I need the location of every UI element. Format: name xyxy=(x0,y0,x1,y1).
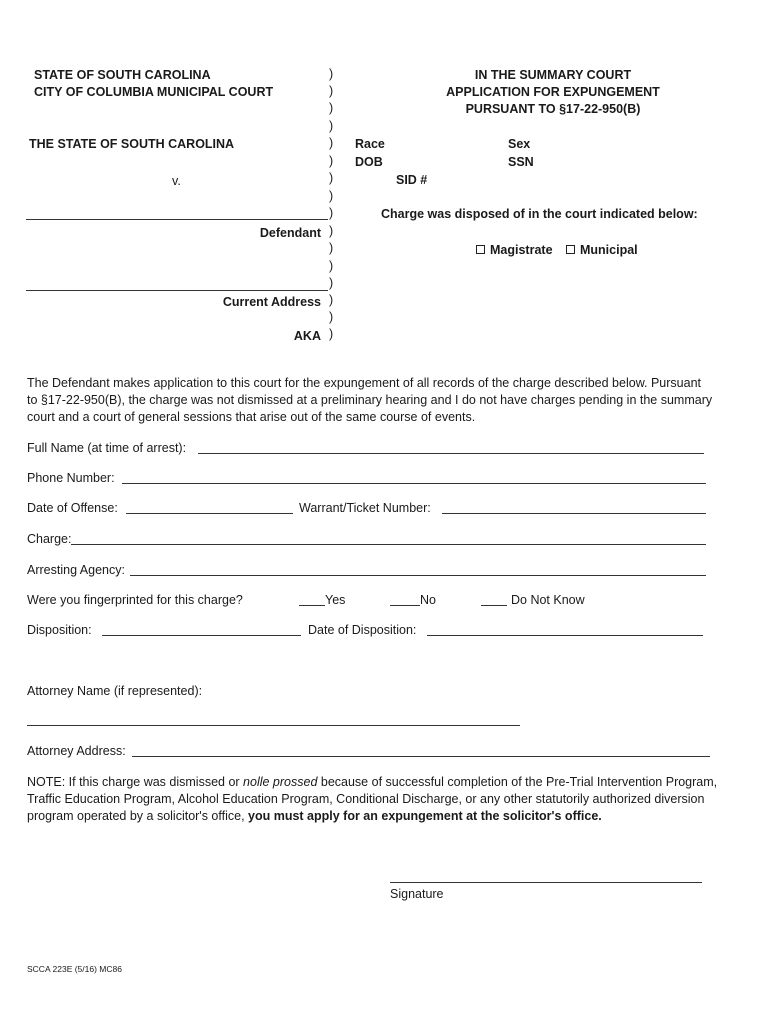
full-name-field[interactable] xyxy=(198,453,704,454)
signature-label: Signature xyxy=(390,887,444,901)
caption-party: THE STATE OF SOUTH CAROLINA xyxy=(29,137,235,151)
current-address-label: Current Address xyxy=(222,295,321,309)
paren-7: ) xyxy=(329,171,334,185)
date-of-offense-label: Date of Offense: xyxy=(27,501,118,515)
municipal-checkbox[interactable] xyxy=(566,245,575,254)
title-line-2: APPLICATION FOR EXPUNGEMENT xyxy=(446,85,660,99)
phone-field[interactable] xyxy=(122,483,706,484)
paren-12: ) xyxy=(329,259,334,273)
note-line-3 xyxy=(27,808,602,825)
paren-14: ) xyxy=(329,293,334,307)
title-line-1: IN THE SUMMARY COURT xyxy=(474,68,632,82)
paren-16: ) xyxy=(329,327,334,341)
magistrate-label: Magistrate xyxy=(490,243,553,257)
note-line-1-post: because of successful completion of the Pre-Trial Intervention Program, xyxy=(317,775,718,789)
paren-1: ) xyxy=(329,67,334,81)
intro-line-3: court and a court of general sessions that arise out of the same course of events. xyxy=(27,410,476,424)
current-address-line[interactable] xyxy=(26,290,328,291)
note-line-1-italic: nolle prossed xyxy=(243,775,318,789)
race-label: Race xyxy=(355,137,385,151)
fp-unknown-label: Do Not Know xyxy=(511,593,585,607)
paren-10: ) xyxy=(329,224,334,238)
disposition-court-prompt: Charge was disposed of in the court indicated below: xyxy=(381,207,698,221)
arresting-agency-label: Arresting Agency: xyxy=(27,563,125,577)
fp-no-label: No xyxy=(420,593,436,607)
intro-line-2: to §17-22-950(B), the charge was not dismissed at a preliminary hearing and I do not have charges pending in the summary xyxy=(27,393,713,407)
fp-no-blank[interactable] xyxy=(390,593,420,606)
title-line-3: PURSUANT TO §17-22-950(B) xyxy=(465,102,641,116)
defendant-label: Defendant xyxy=(259,226,321,240)
fp-unknown-blank[interactable] xyxy=(481,593,507,606)
defendant-name-line[interactable] xyxy=(26,219,328,220)
charge-field[interactable] xyxy=(71,544,706,545)
fingerprinted-label: Were you fingerprinted for this charge? xyxy=(27,593,243,607)
note-line-2: Traffic Education Program, Alcohol Education Program, Conditional Discharge, or any other statutorily authorized diversion xyxy=(27,792,705,806)
magistrate-option[interactable] xyxy=(476,243,553,258)
fp-yes-option[interactable] xyxy=(299,592,345,609)
municipal-label: Municipal xyxy=(580,243,638,257)
aka-label: AKA xyxy=(293,329,321,343)
note-line-3-pre: program operated by a solicitor's office, xyxy=(27,809,249,823)
form-id: SCCA 223E (5/16) MC86 xyxy=(27,964,122,974)
sex-label: Sex xyxy=(508,137,531,151)
note-line-1-pre: NOTE: If this charge was dismissed or xyxy=(27,775,244,789)
caption-versus: v. xyxy=(172,174,181,188)
paren-9: ) xyxy=(329,206,334,220)
note-line-3-bold: you must apply for an expungement at the solicitor's office. xyxy=(248,809,602,823)
caption-court: CITY OF COLUMBIA MUNICIPAL COURT xyxy=(34,85,274,99)
fp-yes-label: Yes xyxy=(325,593,346,607)
paren-3: ) xyxy=(329,101,334,115)
caption-state: STATE OF SOUTH CAROLINA xyxy=(34,68,211,82)
paren-13: ) xyxy=(329,276,334,290)
fp-unknown-option[interactable] xyxy=(481,592,585,609)
paren-8: ) xyxy=(329,189,334,203)
sid-label: SID # xyxy=(396,173,428,187)
warrant-label: Warrant/Ticket Number: xyxy=(299,501,431,515)
attorney-name-label: Attorney Name (if represented): xyxy=(27,684,203,698)
date-of-disposition-field[interactable] xyxy=(427,635,703,636)
date-of-disposition-label: Date of Disposition: xyxy=(308,623,417,637)
disposition-field[interactable] xyxy=(102,635,301,636)
attorney-name-field[interactable] xyxy=(27,725,520,726)
note-line-1 xyxy=(27,774,717,791)
arresting-agency-field[interactable] xyxy=(130,575,706,576)
paren-5: ) xyxy=(329,136,334,150)
warrant-field[interactable] xyxy=(442,513,706,514)
paren-2: ) xyxy=(329,84,334,98)
dob-label: DOB xyxy=(355,155,383,169)
disposition-label: Disposition: xyxy=(27,623,92,637)
fp-no-option[interactable] xyxy=(390,592,436,609)
paren-15: ) xyxy=(329,310,334,324)
full-name-label: Full Name (at time of arrest): xyxy=(27,441,187,455)
date-of-offense-field[interactable] xyxy=(126,513,293,514)
municipal-option[interactable] xyxy=(566,243,638,258)
attorney-address-label: Attorney Address: xyxy=(27,744,126,758)
attorney-address-field[interactable] xyxy=(132,756,710,757)
paren-4: ) xyxy=(329,119,334,133)
magistrate-checkbox[interactable] xyxy=(476,245,485,254)
phone-label: Phone Number: xyxy=(27,471,115,485)
paren-11: ) xyxy=(329,241,334,255)
ssn-label: SSN xyxy=(508,155,534,169)
intro-line-1: The Defendant makes application to this court for the expungement of all records of the charge described below. Pursuant xyxy=(27,376,702,390)
signature-field[interactable] xyxy=(390,882,702,883)
fp-yes-blank[interactable] xyxy=(299,593,325,606)
charge-label: Charge: xyxy=(27,532,72,546)
paren-6: ) xyxy=(329,154,334,168)
